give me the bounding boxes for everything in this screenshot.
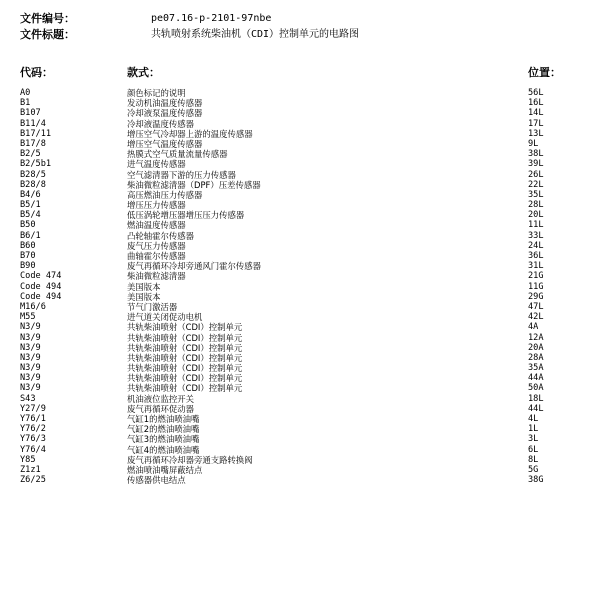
item-position: 11L — [528, 220, 544, 231]
item-position: 50A — [528, 383, 544, 394]
list-item — [20, 261, 580, 271]
item-position: 44L — [528, 403, 544, 414]
item-code: N3/9 — [20, 383, 41, 394]
doc-title-row — [20, 28, 580, 42]
item-code: N3/9 — [20, 342, 41, 353]
item-position: 38G — [528, 475, 544, 486]
item-position: 6L — [528, 444, 539, 455]
item-code: M55 — [20, 312, 36, 323]
list-item — [20, 159, 580, 169]
item-description: 气缸3的燃油喷油嘴 — [127, 434, 200, 445]
item-position: 47L — [528, 301, 544, 312]
item-code: N3/9 — [20, 352, 41, 363]
component-list — [20, 88, 580, 485]
item-description: 增压压力传感器 — [127, 200, 186, 211]
item-position: 33L — [528, 230, 544, 241]
item-code: B11/4 — [20, 118, 46, 129]
item-position: 42L — [528, 312, 544, 323]
item-position: 20L — [528, 210, 544, 221]
item-code: N3/9 — [20, 363, 41, 374]
item-position: 22L — [528, 179, 544, 190]
list-item — [20, 210, 580, 220]
list-item — [20, 363, 580, 373]
item-code: N3/9 — [20, 373, 41, 384]
item-description: 增压空气冷却器上游的温度传感器 — [127, 128, 253, 139]
item-description: 冷却液泵温度传感器 — [127, 108, 203, 119]
list-item — [20, 445, 580, 455]
item-description: 燃油温度传感器 — [127, 220, 186, 231]
item-description: 美国版本 — [127, 281, 161, 292]
list-item — [20, 404, 580, 414]
item-description: 凸轮轴霍尔传感器 — [127, 230, 194, 241]
item-description: 发动机油温度传感器 — [127, 98, 203, 109]
item-code: B5/1 — [20, 200, 41, 211]
item-description: 低压涡轮增压器增压压力传感器 — [127, 210, 245, 221]
list-item — [20, 241, 580, 251]
item-description: 燃油喷油嘴屏蔽结点 — [127, 464, 203, 475]
item-description: 废气再循环促动器 — [127, 403, 194, 414]
list-item — [20, 312, 580, 322]
item-code: Y76/3 — [20, 434, 46, 445]
list-item — [20, 292, 580, 302]
item-position: 17L — [528, 118, 544, 129]
item-code: Y76/1 — [20, 414, 46, 424]
list-item — [20, 139, 580, 149]
doc-number-row — [20, 12, 580, 26]
item-position: 12A — [528, 332, 544, 343]
item-position: 4A — [528, 322, 539, 333]
item-description: 柴油微粒滤清器（DPF）压差传感器 — [127, 179, 261, 190]
item-code: B1 — [20, 98, 31, 109]
doc-number-label: 文件编号： — [20, 12, 75, 25]
item-position: 29G — [528, 291, 544, 302]
list-item — [20, 170, 580, 180]
item-code: Y76/4 — [20, 444, 46, 455]
item-description: 气缸4的燃油喷油嘴 — [127, 444, 200, 455]
item-code: B17/8 — [20, 138, 46, 149]
item-description: 进气温度传感器 — [127, 159, 186, 170]
item-code: B6/1 — [20, 230, 41, 241]
item-position: 28A — [528, 352, 544, 363]
item-position: 11G — [528, 281, 544, 292]
item-code: B17/11 — [20, 128, 52, 139]
item-description: 共轨柴油喷射（CDI）控制单元 — [127, 352, 243, 363]
item-description: 美国版本 — [127, 291, 161, 302]
item-code: Code 474 — [20, 271, 62, 282]
item-position: 39L — [528, 159, 544, 170]
list-item — [20, 322, 580, 332]
item-code: Z6/25 — [20, 475, 46, 486]
item-code: B28/5 — [20, 169, 46, 180]
list-item — [20, 302, 580, 312]
item-position: 35A — [528, 363, 544, 374]
item-description: 废气再循环冷却器旁通支路转换阀 — [127, 454, 253, 465]
item-description: 颜色标记的说明 — [127, 88, 186, 98]
item-position: 1L — [528, 424, 539, 435]
list-item — [20, 434, 580, 444]
list-item — [20, 343, 580, 353]
list-item — [20, 149, 580, 159]
list-item — [20, 271, 580, 281]
item-code: Y76/2 — [20, 424, 46, 435]
item-description: 气缸2的燃油喷油嘴 — [127, 424, 200, 435]
item-description: 共轨柴油喷射（CDI）控制单元 — [127, 373, 243, 384]
item-description: 增压空气温度传感器 — [127, 138, 203, 149]
doc-title-value: 共轨喷射系统柴油机（CDI）控制单元的电路图 — [151, 29, 360, 40]
list-item — [20, 353, 580, 363]
item-position: 31L — [528, 261, 544, 272]
doc-number-value: pe07.16-p-2101-97nbe — [151, 13, 272, 24]
item-position: 44A — [528, 373, 544, 384]
item-code: B2/5b1 — [20, 159, 52, 170]
list-item — [20, 465, 580, 475]
list-item — [20, 220, 580, 230]
item-code: B5/4 — [20, 210, 41, 221]
item-position: 3L — [528, 434, 539, 445]
item-position: 5G — [528, 464, 539, 475]
list-item — [20, 119, 580, 129]
list-item — [20, 373, 580, 383]
list-item — [20, 231, 580, 241]
item-position: 21G — [528, 271, 544, 282]
item-description: 进气道关闭促动电机 — [127, 312, 203, 323]
item-position: 36L — [528, 251, 544, 261]
item-position: 28L — [528, 200, 544, 211]
list-item — [20, 88, 580, 98]
item-code: B4/6 — [20, 189, 41, 200]
item-position: 9L — [528, 138, 539, 149]
item-code: B70 — [20, 251, 36, 261]
item-description: 高压燃油压力传感器 — [127, 189, 203, 200]
list-item — [20, 251, 580, 261]
item-code: S43 — [20, 393, 36, 404]
list-item — [20, 282, 580, 292]
list-item — [20, 333, 580, 343]
column-header-code: 代码： — [20, 66, 53, 79]
item-description: 共轨柴油喷射（CDI）控制单元 — [127, 322, 243, 333]
list-item — [20, 108, 580, 118]
item-position: 26L — [528, 169, 544, 180]
list-item — [20, 180, 580, 190]
item-code: Z1z1 — [20, 464, 41, 475]
list-item — [20, 98, 580, 108]
item-code: Y85 — [20, 454, 36, 465]
item-description: 废气再循环冷却旁通风门霍尔传感器 — [127, 261, 261, 272]
list-item — [20, 414, 580, 424]
item-code: Code 494 — [20, 291, 62, 302]
item-description: 曲轴霍尔传感器 — [127, 251, 186, 261]
item-code: B2/5 — [20, 149, 41, 160]
doc-title-label: 文件标题： — [20, 28, 75, 41]
item-code: B107 — [20, 108, 41, 119]
column-header-description: 款式： — [127, 66, 160, 79]
item-description: 节气门激活器 — [127, 301, 178, 312]
column-header-position: 位置： — [528, 66, 561, 79]
list-item — [20, 424, 580, 434]
item-code: B90 — [20, 261, 36, 272]
item-position: 14L — [528, 108, 544, 119]
item-code: B50 — [20, 220, 36, 231]
item-description: 废气压力传感器 — [127, 240, 186, 251]
item-description: 空气滤清器下游的压力传感器 — [127, 169, 236, 180]
list-item — [20, 383, 580, 393]
item-position: 13L — [528, 128, 544, 139]
item-position: 4L — [528, 414, 539, 424]
list-item — [20, 129, 580, 139]
item-code: A0 — [20, 88, 31, 98]
item-position: 8L — [528, 454, 539, 465]
list-item — [20, 200, 580, 210]
item-position: 20A — [528, 342, 544, 353]
item-code: N3/9 — [20, 332, 41, 343]
item-description: 冷却液温度传感器 — [127, 118, 194, 129]
list-item — [20, 475, 580, 485]
item-description: 机油液位监控开关 — [127, 393, 194, 404]
item-code: B60 — [20, 240, 36, 251]
list-item — [20, 190, 580, 200]
item-description: 柴油微粒滤清器 — [127, 271, 186, 282]
list-item — [20, 394, 580, 404]
item-position: 38L — [528, 149, 544, 160]
item-code: N3/9 — [20, 322, 41, 333]
item-position: 24L — [528, 240, 544, 251]
item-description: 共轨柴油喷射（CDI）控制单元 — [127, 363, 243, 374]
item-description: 气缸1的燃油喷油嘴 — [127, 414, 200, 424]
item-position: 18L — [528, 393, 544, 404]
list-item — [20, 455, 580, 465]
item-description: 热膜式空气质量流量传感器 — [127, 149, 228, 160]
item-description: 传感器供电结点 — [127, 475, 186, 486]
item-position: 16L — [528, 98, 544, 109]
item-code: B28/8 — [20, 179, 46, 190]
item-position: 56L — [528, 88, 544, 98]
item-code: Code 494 — [20, 281, 62, 292]
item-description: 共轨柴油喷射（CDI）控制单元 — [127, 342, 243, 353]
item-description: 共轨柴油喷射（CDI）控制单元 — [127, 383, 243, 394]
item-code: M16/6 — [20, 301, 46, 312]
item-code: Y27/9 — [20, 403, 46, 414]
item-position: 35L — [528, 189, 544, 200]
item-description: 共轨柴油喷射（CDI）控制单元 — [127, 332, 243, 343]
